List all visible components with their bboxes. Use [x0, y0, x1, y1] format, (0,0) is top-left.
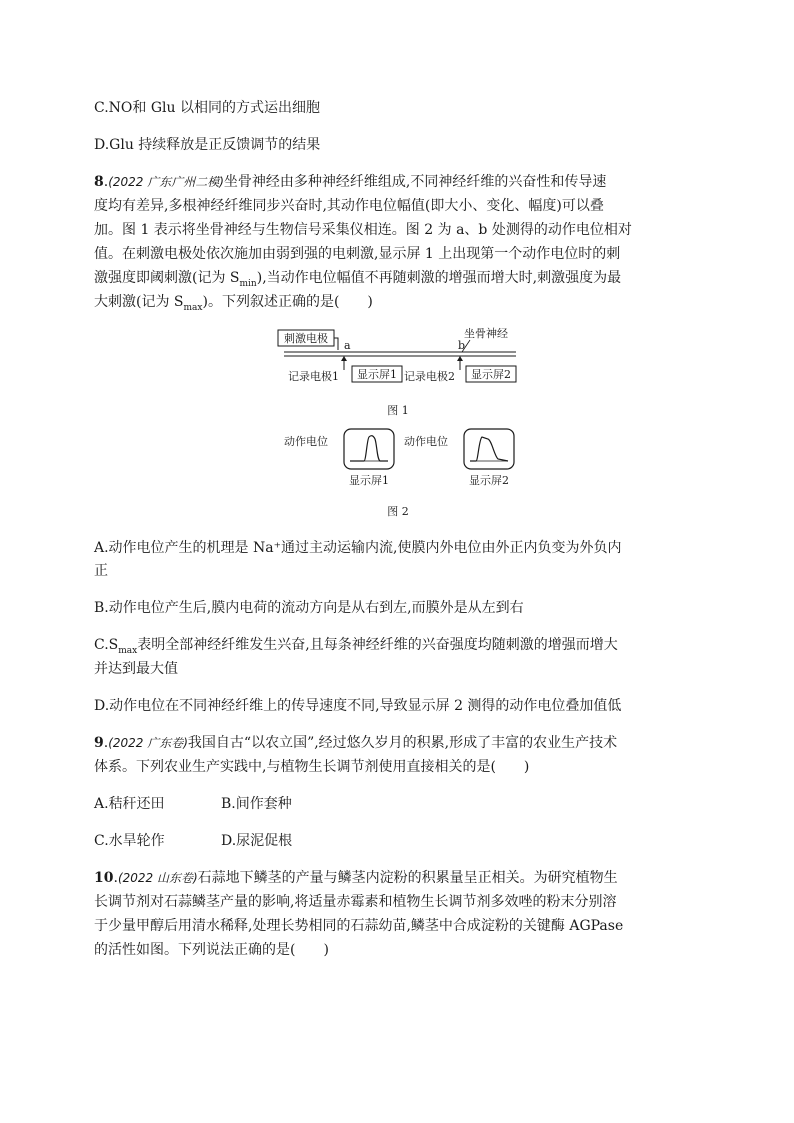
figure-2-caption: 图 2 — [387, 505, 409, 518]
screen-1-waveform — [350, 436, 388, 461]
screen-2-waveform — [470, 437, 508, 461]
recording-electrode-2-label: 记录电极2 — [404, 370, 455, 383]
screen-1-label: 显示屏1 — [357, 368, 397, 381]
text-part: C.S — [94, 637, 119, 653]
action-potential-label-1: 动作电位 — [284, 435, 328, 448]
figure-1-caption: 图 1 — [387, 404, 409, 417]
text-part: 大刺激(记为 S — [94, 294, 184, 310]
q9-option-a: A.秸秆还田 — [94, 796, 165, 812]
question-8-line-3: 加。图 1 表示将坐骨神经与生物信号采集仪相连。图 2 为 a、b 处测得的动作电位相对 — [94, 222, 632, 238]
option-a-line-2: 正 — [94, 563, 108, 579]
screen-2-display — [464, 429, 514, 469]
text-part: 表明全部神经纤维发生兴奋,且每条神经纤维的兴奋强度均随刺激的增强而增大 — [137, 637, 618, 653]
question-8-line-6 — [94, 292, 373, 318]
subscript: max — [183, 302, 203, 313]
screen-1-display — [344, 429, 394, 469]
screen-2-caption: 显示屏2 — [469, 474, 509, 487]
question-text: 我国自古“以农立国”,经过悠久岁月的积累,形成了丰富的农业生产技术 — [187, 735, 618, 751]
q9-option-d: D.尿泥促根 — [221, 833, 293, 849]
subscript: max — [118, 645, 138, 656]
question-8-line-1: 8.(2022 广东广州二模)坐骨神经由多种神经纤维组成,不同神经纤维的兴奋性和传导速 — [94, 174, 607, 190]
sciatic-nerve-label: 坐骨神经 — [464, 327, 508, 340]
recording-electrode-1-arrow — [341, 356, 347, 361]
figure-1-diagram — [270, 322, 530, 392]
question-number: 9 — [94, 735, 104, 751]
option-d-prev: D.Glu 持续释放是正反馈调节的结果 — [94, 137, 321, 153]
option-c-line-2: 并达到最大值 — [94, 661, 178, 677]
question-10-line-4: 的活性如图。下列说法正确的是( ) — [94, 942, 329, 958]
subscript: min — [239, 278, 257, 289]
question-9-line-2: 体系。下列农业生产实践中,与植物生长调节剂使用直接相关的是( ) — [94, 759, 530, 775]
point-b-label: b — [458, 339, 466, 352]
option-b: B.动作电位产生后,膜内电荷的流动方向是从右到左,而膜外是从左到右 — [94, 600, 524, 616]
option-d: D.动作电位在不同神经纤维上的传导速度不同,导致显示屏 2 测得的动作电位叠加值低 — [94, 698, 622, 714]
text-part: 激强度即阈刺激(记为 S — [94, 270, 240, 286]
question-10-line-2: 长调节剂对石蒜鳞茎产量的影响,将适量赤霉素和植物生长调节剂多效唑的粉末分别溶 — [94, 894, 617, 910]
stimulation-electrode-label: 刺激电极 — [284, 332, 328, 345]
text-part: )。下列叙述正确的是( ) — [202, 294, 373, 310]
question-10-line-3: 于少量甲醇后用清水稀释,处理长势相同的石蒜幼苗,鳞茎中合成淀粉的关键酶 AGPase — [94, 918, 624, 934]
question-text: 石蒜地下鳞茎的产量与鳞茎内淀粉的积累量呈正相关。为研究植物生 — [197, 870, 618, 886]
question-source: (2022 广东广州二模) — [108, 175, 224, 189]
option-a-line-1: A.动作电位产生的机理是 Na⁺通过主动运输内流,使膜内外电位由外正内负变为外负内 — [94, 540, 622, 556]
point-a-label: a — [344, 339, 351, 352]
question-9-line-1: 9.(2022 广东卷)我国自古“以农立国”,经过悠久岁月的积累,形成了丰富的农业生产技术 — [94, 735, 618, 751]
recording-electrode-1-label: 记录电极1 — [288, 370, 339, 383]
option-c-line-1 — [94, 635, 618, 661]
screen-1-caption: 显示屏1 — [349, 474, 389, 487]
question-number: 10 — [94, 870, 114, 886]
action-potential-label-2: 动作电位 — [404, 435, 448, 448]
question-8-line-5 — [94, 268, 621, 294]
question-source: (2022 广东卷) — [108, 736, 188, 750]
question-text: 坐骨神经由多种神经纤维组成,不同神经纤维的兴奋性和传导速 — [223, 174, 607, 190]
option-c-prev: C.NO和 Glu 以相同的方式运出细胞 — [94, 100, 320, 116]
q9-option-b: B.间作套种 — [221, 796, 292, 812]
question-source: (2022 山东卷) — [117, 871, 198, 885]
question-8-line-4: 值。在刺激电极处依次施加由弱到强的电刺激,显示屏 1 上出现第一个动作电位时的刺 — [94, 246, 621, 262]
text-part: ),当动作电位幅值不再随刺激的增强而增大时,刺激强度为最 — [256, 270, 622, 286]
figure-2-diagram — [280, 425, 520, 490]
q9-option-c: C.水旱轮作 — [94, 833, 165, 849]
stim-lead — [334, 338, 338, 350]
recording-electrode-2-arrow — [457, 356, 463, 361]
question-10-line-1: 10.(2022 山东卷)石蒜地下鳞茎的产量与鳞茎内淀粉的积累量呈正相关。为研究植物生 — [94, 870, 618, 886]
question-number: 8 — [94, 174, 104, 190]
screen-2-label: 显示屏2 — [471, 368, 511, 381]
question-8-line-2: 度均有差异,多根神经纤维同步兴奋时,其动作电位幅值(即大小、变化、幅度)可以叠 — [94, 198, 604, 214]
